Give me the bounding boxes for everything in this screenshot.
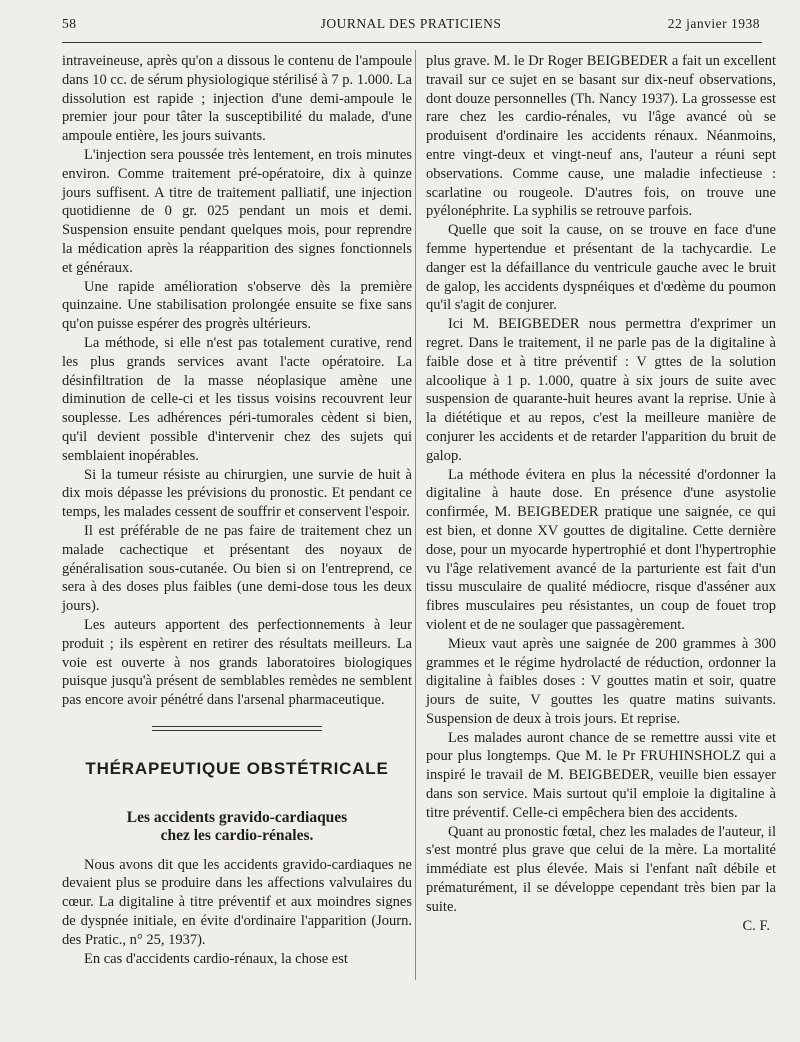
paragraph: Si la tumeur résiste au chirurgien, une survie de huit à dix mois dépasse les prévisions du pronostic. Et pendant ce temps, les malades cessent de souffrir et conservent l'espoir.	[62, 466, 412, 521]
author-signature: C. F.	[742, 917, 770, 934]
paragraph: Les malades auront chance de se remettre aussi vite et pour plus longtemps. Que M. le Pr FRUHINSHOLZ qui a inspiré le travail de M. BEIGBEDER, veuille bien essayer dans son service. Mais surtout qu'il emploie la digitaline à titre préventif. Celle-ci empêchera bien des accidents.	[426, 729, 776, 821]
paragraph: Il est préférable de ne pas faire de traitement chez un malade cachectique et présentant des noyaux de généralisation sous-cutanée. Ou bien si on l'entreprend, ce sera à des doses plus faibles (une demi-dose tous les deux jours).	[62, 522, 412, 615]
paragraph: Les auteurs apportent des perfectionnements à leur produit ; ils espèrent en retirer des résultats meilleurs. La voie est ouverte à nos grands laboratoires biologiques puisque jusqu'à présent de semblables remèdes ne semblent pas encore avoir pénétré dans l'arsenal pharmaceutique.	[62, 616, 412, 709]
paragraph: Quelle que soit la cause, on se trouve en face d'une femme hypertendue et présentant de la tachycardie. Le danger est la défaillance du ventricule gauche avec le bruit de galop, les accidents dyspnéiques et d'œdème du poumon qu'il s'agit de conjurer.	[426, 222, 776, 314]
right-column	[426, 52, 776, 935]
section-separator	[152, 726, 322, 734]
paragraph: Une rapide amélioration s'observe dès la première quinzaine. Une stabilisation prolongée ensuite se fixe sans qu'on puisse espérer des progrès ultérieurs.	[62, 278, 412, 333]
article-title-line: chez les cardio-rénales.	[160, 827, 314, 845]
paragraph: Nous avons dit que les accidents gravido-cardiaques ne devaient plus se produire dans les affections valvulaires du cœur. La digitaline à titre préventif et aux moindres signes de dyspnée initiale, en évite d'ordinaire l'apparition (Journ. des Pratic., n° 25, 1937).	[62, 856, 412, 948]
paragraph: Quant au pronostic fœtal, chez les malades de l'auteur, il s'est montré plus grave que celui de la mère. La mortalité immédiate est plus élevée. Mais si l'enfant naît débile et prématurément, il se développe cependant très bien par la suite.	[426, 823, 776, 915]
header-rule	[62, 42, 762, 43]
paragraph: En cas d'accidents cardio-rénaux, la chose est	[84, 950, 348, 967]
page-number: 58	[62, 16, 77, 31]
issue-date: 22 janvier 1938	[667, 16, 760, 31]
section-title: THÉRAPEUTIQUE OBSTÉTRICALE	[85, 758, 389, 778]
page-header	[62, 16, 760, 38]
column-divider	[415, 50, 416, 980]
paragraph: La méthode évitera en plus la nécessité d'ordonner la digitaline à haute dose. En présence d'une asystolie confirmée, M. BEIGBEDER pratique une saignée, ce qui est bien, et donne XV gouttes de digitaline. Cette dernière dose, pour un myocarde hypertrophié et dont l'hypertrophie vu l'âge relativement avancé de la parturiente est fait d'un tissu musculaire de qualité médiocre, risque d'asséner aux fibres musculaires peu résistantes, un coup de fouet trop violent et de ne soulager que passagèrement.	[426, 466, 776, 633]
paragraph: La méthode, si elle n'est pas totalement curative, rend les plus grands services avant l'acte opératoire. La désinfiltration de la masse néoplasique amène une diminution de celle-ci et les tissus voisins recouvrent leur souplesse. Les adhérences péri-tumorales cèdent si bien, qu'il devient possible d'intervenir chez des sujets qui semblaient inopérables.	[62, 334, 412, 464]
article-title-line: Les accidents gravido-cardiaques	[126, 808, 348, 826]
left-column	[62, 52, 412, 968]
article-title	[62, 809, 412, 846]
paragraph: intraveineuse, après qu'on a dissous le contenu de l'ampoule dans 10 cc. de sérum physiologique stérilisé à 7 p. 1.000. La dissolution est rapide ; injection d'une demi-ampoule le premier jour pour tâter la susceptibilité du malade, d'une ampoule entière, les jours suivants.	[62, 53, 412, 145]
journal-title: JOURNAL DES PRATICIENS	[320, 16, 502, 31]
paragraph: Ici M. BEIGBEDER nous permettra d'exprimer un regret. Dans le traitement, il ne parle pas de la digitaline à faible dose et à titre préventif : V gttes de la solution alcoolique à 1 p. 1.000, quatre à six jours de suite avec suspension de quarante-huit heures avant la reprise. Unie à la diététique et au repos, c'est la meilleure manière de conjurer les accidents et de retarder l'apparition du bruit de galop.	[426, 316, 776, 464]
paragraph: Mieux vaut après une saignée de 200 grammes à 300 grammes et le régime hydrolacté de réduction, ordonner la digitaline à faibles doses : V gouttes matin et soir, quatre jours de suite, V gouttes les quatre matins suivants. Suspension de deux à trois jours. Et reprise.	[426, 635, 776, 727]
paragraph: plus grave. M. le Dr Roger BEIGBEDER a fait un excellent travail sur ce sujet en se basant sur dix-neuf observations, dont douze personnelles (Th. Nancy 1937). La grossesse est rare chez les cardio-rénales, vu l'âge avancé où se produisent d'ordinaire les accidents rénaux. Néanmoins, entre vingt-deux et vingt-neuf ans, l'auteur a réuni sept observations. Comme cause, une maladie infectieuse : scarlatine ou rougeole. D'autres fois, on trouve une pyélonéphrite. La syphilis se retrouve parfois.	[426, 53, 776, 220]
paragraph: L'injection sera poussée très lentement, en trois minutes environ. Comme traitement pré-opératoire, dix à quinze jours suffisent. A titre de traitement palliatif, une injection quotidienne de 0 gr. 025 pendant un mois et demi. Suspension ensuite pendant quelques mois, pour reprendre la médication après la réapparition des signes fonctionnels et généraux.	[62, 146, 412, 276]
